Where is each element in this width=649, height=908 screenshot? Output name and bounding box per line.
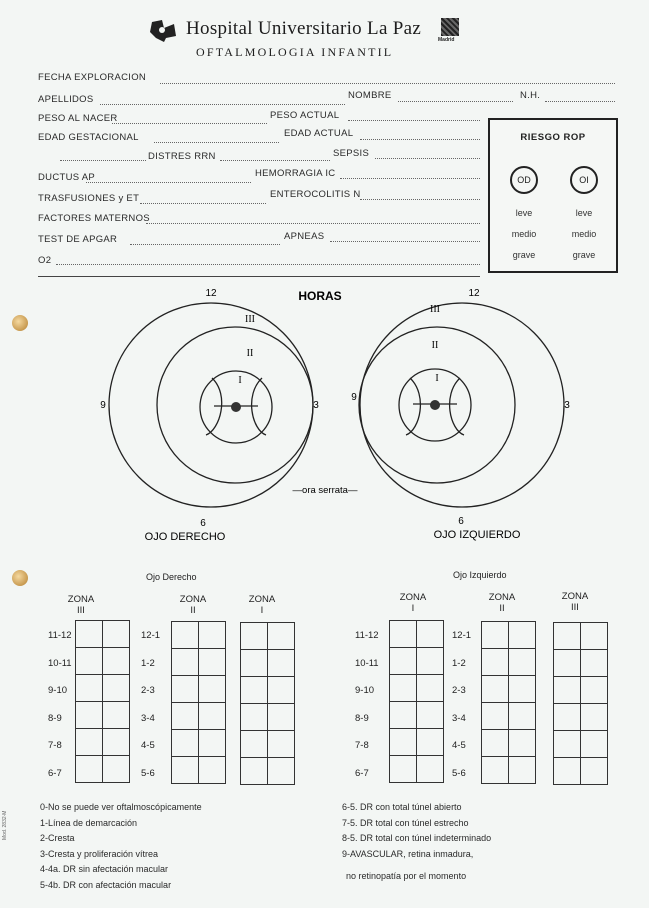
hour-label: 10-11 [48,657,72,669]
grid-cell[interactable] [241,731,268,758]
hospital-logo-icon [148,18,180,49]
input-line-peso-nacer[interactable] [112,123,267,124]
grid-row [482,622,536,649]
hour-label: 4-5 [452,740,466,751]
hospital-name: Hospital Universitario La Paz [186,18,422,39]
legend-right-continuation: no retinopatía por el momento [346,871,467,881]
od-eye-diagram [109,303,313,507]
grid-row [554,704,608,731]
label-nombre: NOMBRE [348,90,392,101]
od-zona-3-header: ZONA III [67,594,95,616]
label-nh: N.H. [520,90,541,101]
legend-item: 4-4a. DR sin afectación macular [40,864,169,874]
oi-hour-3: 3 [564,400,570,411]
input-line-enterocolitis[interactable] [360,199,480,200]
grid-cell[interactable] [482,703,509,730]
legend-item: 2-Cresta [40,833,75,843]
grid-row [554,677,608,704]
rop-oi-circle[interactable]: OI [570,166,598,194]
grid-row [241,677,295,704]
grid-cell[interactable] [554,758,581,785]
grid-row [482,649,536,676]
grid-cell[interactable] [76,648,103,675]
grid-cell[interactable] [172,730,199,757]
label-factores: FACTORES MATERNOS [38,213,150,224]
hour-label: 6-7 [355,767,369,779]
hour-label: 3-4 [141,712,155,724]
form-code: Mod. 2832-M [2,810,8,840]
od-optic-disc-icon [231,402,241,412]
grid-cell[interactable] [581,677,608,704]
grid-row [241,650,295,677]
oi-zone-3-circle [360,303,564,507]
grid-row [76,648,130,675]
grid-row [482,676,536,703]
input-line-apellidos[interactable] [100,104,345,105]
grid-cell[interactable] [172,703,199,730]
grid-cell[interactable] [581,704,608,731]
label-sepsis: SEPSIS [333,148,370,159]
label-apellidos: APELLIDOS [38,94,94,105]
oi-hour-6: 6 [458,516,464,527]
hour-label: 7-8 [355,740,369,751]
grid-cell[interactable] [103,675,130,702]
hour-label: 1-2 [452,657,466,669]
label-distres: DISTRES RRN [148,151,216,162]
oi-vessel [450,378,464,435]
department-name: OFTALMOLOGIA INFANTIL [196,45,394,59]
label-ductus: DUCTUS AP [38,172,96,183]
grid-cell[interactable] [172,622,199,649]
label-enterocolitis: ENTEROCOLITIS N [270,189,361,200]
hour-label: 7-8 [48,740,62,751]
grid-row [76,756,130,783]
grid-cell[interactable] [390,729,417,756]
grid-row [390,648,444,675]
grid-cell[interactable] [581,650,608,677]
grid-cell[interactable] [268,704,295,731]
grid-cell[interactable] [76,621,103,648]
label-hemorragia: HEMORRAGIA IC [255,168,336,179]
hour-label: 5-6 [141,767,155,779]
input-line-pre-distres[interactable] [60,160,146,161]
hour-label: 3-4 [452,712,466,724]
grid-cell[interactable] [509,730,536,757]
grid-row [241,731,295,758]
grid-cell[interactable] [199,757,226,784]
legend-item: 7-5. DR total con túnel estrecho [342,817,469,828]
ora-serrata-label: —ora serrata— [292,485,358,496]
od-hour-9: 9 [100,400,106,411]
grid-cell[interactable] [390,648,417,675]
oi-zone-1-label: I [435,373,439,384]
grid-cell[interactable] [172,676,199,703]
grid-cell[interactable] [390,621,417,648]
oi-zone-2-label: II [431,340,439,351]
input-line-peso-actual[interactable] [348,120,480,121]
input-line-nombre[interactable] [398,101,513,102]
grid-cell[interactable] [417,675,444,702]
od-table-title: Ojo Derecho [146,572,197,582]
grid-row [554,623,608,650]
label-apneas: APNEAS [284,231,325,242]
input-line-apneas[interactable] [330,241,480,242]
grid-cell[interactable] [268,623,295,650]
input-line-hemorragia[interactable] [340,178,480,179]
grid-cell[interactable] [199,622,226,649]
input-line-edad-actual[interactable] [360,139,480,140]
od-zona-1-grid[interactable] [240,622,295,785]
grid-cell[interactable] [482,676,509,703]
grid-cell[interactable] [172,757,199,784]
grid-row [482,730,536,757]
grid-cell[interactable] [581,623,608,650]
rop-title: RIESGO ROP [520,132,586,143]
grid-row [76,621,130,648]
input-line-nh[interactable] [545,101,615,102]
grid-cell[interactable] [554,677,581,704]
oi-zona-3-grid[interactable] [553,622,608,785]
oi-table-title: Ojo Izquierdo [453,570,507,580]
hour-label: 5-6 [452,767,466,779]
od-zona-1-header: ZONA I [248,594,276,616]
hour-label: 1-2 [141,657,155,669]
grid-row [76,702,130,729]
od-zone-1-label: I [238,375,242,386]
legend-item: 1-Línea de demarcación [40,817,138,828]
od-zone-2-label: II [246,348,254,359]
od-hour-6: 6 [200,518,206,529]
label-fecha: FECHA EXPLORACION [38,72,147,83]
rop-od-medio[interactable]: medio [511,229,537,239]
grid-cell[interactable] [199,649,226,676]
od-zone-3-label: III [245,314,255,325]
grid-row [554,758,608,785]
grid-row [390,621,444,648]
label-peso-nacer: PESO AL NACER [38,113,118,124]
oi-zone-3-label: III [430,304,440,315]
madrid-label: Madrid [438,37,455,43]
oi-optic-disc-icon [430,400,440,410]
ojo-izquierdo-label: OJO IZQUIERDO [433,529,521,541]
grid-cell[interactable] [76,729,103,756]
binder-hole [12,570,28,586]
grid-row [172,676,226,703]
hour-label: 4-5 [141,740,155,751]
grid-cell[interactable] [509,757,536,784]
separator-line [38,276,480,277]
grid-cell[interactable] [268,758,295,785]
rop-od-leve[interactable]: leve [515,208,533,218]
grid-cell[interactable] [554,650,581,677]
input-line-trasfusiones[interactable] [140,203,266,204]
madrid-seal-icon [441,18,459,36]
oi-vessel [406,378,420,435]
grid-cell[interactable] [241,704,268,731]
od-zona-2-header: ZONA II [179,594,207,616]
grid-cell[interactable] [241,758,268,785]
hour-label: 2-3 [452,685,466,696]
grid-cell[interactable] [103,648,130,675]
label-edad-actual: EDAD ACTUAL [284,128,354,139]
grid-cell[interactable] [581,758,608,785]
rop-od-grave[interactable]: grave [512,250,536,260]
input-line-fecha[interactable] [160,83,615,84]
hour-label: 12-1 [141,630,161,641]
grid-cell[interactable] [103,729,130,756]
oi-hour-9: 9 [351,392,357,403]
input-line-apgar[interactable] [130,244,280,245]
oi-zona-1-header: ZONA I [399,592,427,614]
hour-label: 6-7 [48,767,62,779]
grid-cell[interactable] [554,731,581,758]
grid-row [172,622,226,649]
grid-cell[interactable] [554,704,581,731]
legend-item: 6-5. DR con total túnel abierto [342,802,462,812]
hour-label: 11-12 [48,630,72,641]
legend-item: 8-5. DR total con túnel indeterminado [342,833,492,843]
od-zona-3-grid[interactable] [75,620,130,783]
grid-cell[interactable] [482,730,509,757]
grid-cell[interactable] [417,756,444,783]
grid-cell[interactable] [268,677,295,704]
grid-cell[interactable] [509,703,536,730]
grid-cell[interactable] [76,756,103,783]
legend-item: 3-Cresta y proliferación vítrea [40,848,159,859]
hour-label: 2-3 [141,685,155,696]
grid-row [172,730,226,757]
grid-row [172,757,226,784]
grid-cell[interactable] [76,702,103,729]
hour-label: 9-10 [48,685,68,696]
grid-cell[interactable] [509,676,536,703]
label-apgar: TEST DE APGAR [38,234,118,245]
grid-cell[interactable] [268,650,295,677]
grid-cell[interactable] [172,649,199,676]
label-edad-gestacional: EDAD GESTACIONAL [38,132,139,143]
od-hour-3: 3 [313,400,319,411]
od-zone-3-circle [109,303,313,507]
label-o2: O2 [38,255,52,266]
input-line-ductus[interactable] [86,182,251,183]
hour-label: 8-9 [355,712,369,724]
legend-item: 5-4b. DR con afectación macular [40,879,172,890]
od-hour-12: 12 [205,288,217,299]
hour-label: 10-11 [355,657,379,669]
grid-cell[interactable] [509,622,536,649]
grid-cell[interactable] [509,649,536,676]
grid-cell[interactable] [482,649,509,676]
grid-row [241,623,295,650]
grid-cell[interactable] [241,623,268,650]
grid-row [482,703,536,730]
oi-hour-12: 12 [468,288,480,299]
grid-cell[interactable] [199,703,226,730]
rop-risk-box [488,118,618,273]
oi-eye-diagram [359,303,564,507]
grid-row [554,650,608,677]
ojo-derecho-label: OJO DERECHO [144,531,226,543]
grid-cell[interactable] [417,648,444,675]
grid-row [76,729,130,756]
grid-row [172,703,226,730]
grid-cell[interactable] [390,702,417,729]
grid-row [390,756,444,783]
grid-cell[interactable] [103,756,130,783]
grid-cell[interactable] [417,729,444,756]
grid-cell[interactable] [390,756,417,783]
oi-zona-2-grid[interactable] [481,621,536,784]
grid-row [554,731,608,758]
grid-cell[interactable] [482,757,509,784]
hour-label: 12-1 [452,630,472,641]
retina-zone-diagram [0,280,649,550]
hour-label: 11-12 [355,630,379,641]
label-peso-actual: PESO ACTUAL [270,110,340,121]
grid-row [482,757,536,784]
input-line-factores[interactable] [146,223,480,224]
hour-label: 8-9 [48,712,62,724]
grid-row [390,702,444,729]
grid-cell[interactable] [390,675,417,702]
grid-row [390,729,444,756]
grid-cell[interactable] [241,650,268,677]
input-line-edad-gestacional[interactable] [154,142,279,143]
oi-zona-3-header: ZONA III [561,591,589,613]
rop-oi-leve[interactable]: leve [575,208,593,218]
rop-oi-medio[interactable]: medio [571,229,597,239]
oi-zona-2-header: ZONA II [488,592,516,614]
hour-label: 9-10 [355,685,375,696]
grid-cell[interactable] [417,621,444,648]
grid-cell[interactable] [241,677,268,704]
grid-row [76,675,130,702]
grid-cell[interactable] [199,676,226,703]
grid-cell[interactable] [103,621,130,648]
grid-cell[interactable] [268,731,295,758]
grid-cell[interactable] [554,623,581,650]
grid-cell[interactable] [581,731,608,758]
grid-cell[interactable] [482,622,509,649]
rop-oi-grave[interactable]: grave [572,250,596,260]
grid-row [241,704,295,731]
grid-cell[interactable] [103,702,130,729]
grid-cell[interactable] [199,730,226,757]
grid-row [390,675,444,702]
grid-row [172,649,226,676]
input-line-distres[interactable] [220,160,330,161]
od-zona-2-grid[interactable] [171,621,226,784]
horas-label: HORAS [298,289,342,303]
input-line-sepsis[interactable] [375,158,480,159]
input-line-o2[interactable] [56,264,480,265]
grid-row [241,758,295,785]
legend-item: 9-AVASCULAR, retina inmadura, [342,848,474,859]
grid-cell[interactable] [76,675,103,702]
label-trasfusiones: TRASFUSIONES y ET [38,193,140,204]
grid-cell[interactable] [417,702,444,729]
legend-item: 0-No se puede ver oftalmoscópicamente [40,802,202,812]
oi-zona-1-grid[interactable] [389,620,444,783]
rop-od-circle[interactable]: OD [510,166,538,194]
